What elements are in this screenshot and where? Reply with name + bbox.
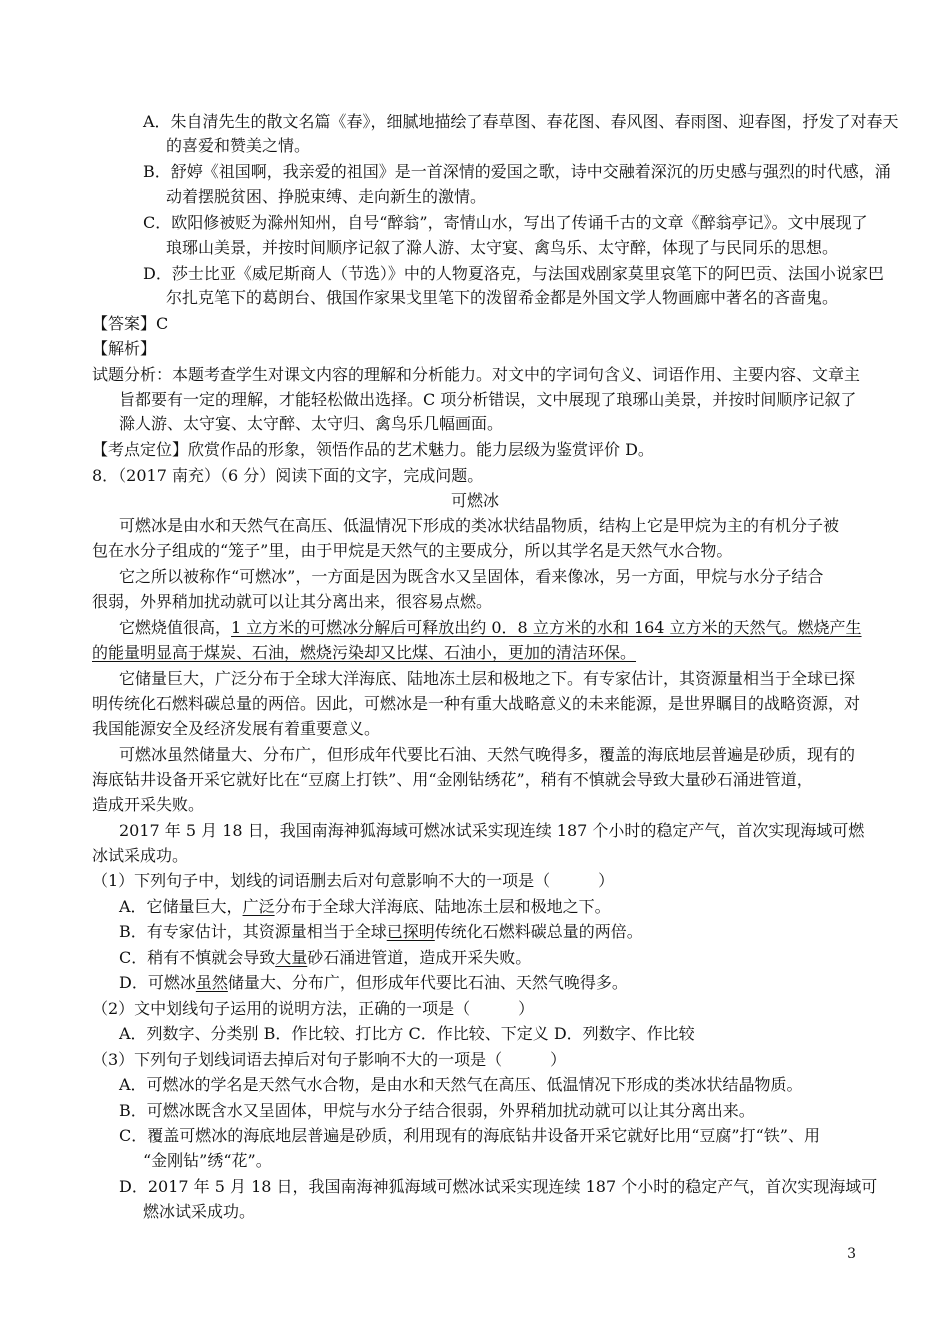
question-8-intro: 8．（2017 南充）（6 分）阅读下面的文字，完成问题。 [92,466,484,485]
article-p3-lead: 它燃烧值很高， [119,618,232,637]
q1-stem: （1）下列句子中，划线的词语删去后对句意影响不大的一项是（ ） [92,871,615,890]
option-d-line2: 尔扎克笔下的葛朗台、俄国作家果戈里笔下的泼留希金都是外国文学人物画廊中著名的吝啬鬼。 [166,288,839,307]
option-c-line1: C．欧阳修被贬为滁州知州，自号“醉翁”，寄情山水，写出了传诵千古的文章《醉翁亭记》。文中展现了 [143,213,868,232]
kaodian-line: 【考点定位】欣赏作品的形象，领悟作品的艺术魅力。能力层级为鉴赏评价 D。 [92,440,654,459]
analysis-heading: 【解析】 [92,339,157,358]
q3-option-b: B．可燃冰既含水又呈固体，甲烷与水分子结合很弱，外界稍加扰动就可以让其分离出来。 [119,1101,755,1120]
option-b-line2: 动着摆脱贫困、挣脱束缚、走向新生的激情。 [166,187,487,206]
q1-a-underlined: 广泛 [242,897,275,916]
q1-b-pre: B．有专家估计，其资源量相当于全球 [119,922,387,941]
analysis-line1: 试题分析：本题考查学生对课文内容的理解和分析能力。对文中的字词句含义、词语作用、主要内容、文章主 [92,365,861,384]
article-p4-line3: 我国能源安全及经济发展有着重要意义。 [92,719,381,738]
q3-option-d-line1: D．2017 年 5 月 18 日，我国南海神狐海域可燃冰试采实现连续 187 个小时的稳定产气，首次实现海域可 [119,1177,878,1196]
underlined-sentence-part1: 1 立方米的可燃冰分解后可释放出约 0．8 立方米的水和 164 立方米的天然气。燃烧产生 [231,618,862,637]
article-p2-line2: 很弱，外界稍加扰动就可以让其分离出来，很容易点燃。 [92,592,493,611]
q1-d-post: 储量大、分布广，但形成年代要比石油、天然气晚得多。 [227,973,628,992]
q1-c-underlined: 大量 [275,948,308,967]
q3-stem: （3）下列句子划线词语去掉后对句子影响不大的一项是（ ） [92,1050,567,1069]
q3-option-c-line2: “金刚钻”绣“花”。 [143,1151,272,1170]
page-number: 3 [847,1246,856,1262]
option-d-line1: D．莎士比亚《威尼斯商人（节选）》中的人物夏洛克，与法国戏剧家莫里哀笔下的阿巴贡、法国小说家巴 [143,264,884,283]
q1-a-pre: A．它储量巨大， [119,897,243,916]
article-p4-line2: 明传统化石燃料碳总量的两倍。因此，可燃冰是一种有重大战略意义的未来能源，是世界瞩目的战略资源，对 [92,694,861,713]
q2-stem: （2）文中划线句子运用的说明方法，正确的一项是（ ） [92,999,535,1018]
option-c-line2: 琅琊山美景，并按时间顺序记叙了滁人游、太守宴、禽鸟乐、太守醉，体现了与民同乐的思想。 [166,238,839,257]
analysis-line2: 旨都要有一定的理解，才能轻松做出选择。C 项分析错误，文中展现了琅琊山美景，并按时间顺序记叙了 [119,390,857,409]
q1-d-underlined: 虽然 [195,973,228,992]
option-a-line1: A．朱自清先生的散文名篇《春》，细腻地描绘了春草图、春花图、春风图、春雨图、迎春图，抒发了对春天 [143,112,899,131]
article-p4-line1: 它储量巨大，广泛分布于全球大洋海底、陆地冻土层和极地之下。有专家估计，其资源量相当于全球已探 [119,669,856,688]
article-title: 可燃冰 [450,491,499,510]
q1-b-underlined: 已探明 [386,922,435,941]
q1-c-pre: C．稍有不慎就会导致 [119,948,276,967]
q1-c-post: 砂石涌进管道，造成开采失败。 [307,948,532,967]
q3-option-c-line1: C．覆盖可燃冰的海底地层普遍是砂质，利用现有的海底钻井设备开采它就好比用“豆腐”打“铁”、用 [119,1126,820,1145]
option-b-line1: B．舒婷《祖国啊，我亲爱的祖国》是一首深情的爱国之歌，诗中交融着深沉的历史感与强烈的时代感，涌 [143,162,891,181]
article-p5-line1: 可燃冰虽然储量大、分布广，但形成年代要比石油、天然气晚得多，覆盖的海底地层普遍是砂质，现有的 [119,745,856,764]
article-p6-line2: 冰试采成功。 [92,846,189,865]
q1-d-pre: D．可燃冰 [119,973,196,992]
article-p2-line1: 它之所以被称作“可燃冰”，一方面是因为既含水又呈固体，看来像冰，另一方面，甲烷与水分子结合 [119,567,824,586]
q1-a-post: 分布于全球大洋海底、陆地冻土层和极地之下。 [274,897,611,916]
q1-b-post: 传统化石燃料碳总量的两倍。 [434,922,643,941]
q1-option-d [119,971,628,995]
article-p3-line1 [119,616,862,640]
article-p1-line1: 可燃冰是由水和天然气在高压、低温情况下形成的类冰状结晶物质，结构上它是甲烷为主的有机分子被 [119,516,840,535]
article-p6-line1: 2017 年 5 月 18 日，我国南海神狐海域可燃冰试采实现连续 187 个小时的稳定产气，首次实现海域可燃 [119,821,865,840]
q1-option-b [119,920,643,944]
q3-option-d-line2: 燃冰试采成功。 [143,1202,256,1221]
option-a-line2: 的喜爱和赞美之情。 [166,136,311,155]
article-p5-line2: 海底钻井设备开采它就好比在“豆腐上打铁”、用“金刚钻绣花”，稍有不慎就会导致大量砂石涌进管道， [92,770,813,789]
q1-option-a [119,895,611,919]
article-p3-line2 [92,641,636,665]
underlined-sentence-part2: 的能量明显高于煤炭、石油，燃烧污染却又比煤、石油小，更加的清洁环保。 [92,643,637,662]
answer-label: 【答案】C [92,314,169,333]
article-p5-line3: 造成开采失败。 [92,795,205,814]
q2-options: A．列数字、分类别 B．作比较、打比方 C．作比较、下定义 D．列数字、作比较 [119,1024,695,1043]
article-p1-line2: 包在水分子组成的“笼子”里，由于甲烷是天然气的主要成分，所以其学名是天然气水合物。 [92,541,733,560]
q3-option-a: A．可燃冰的学名是天然气水合物，是由水和天然气在高压、低温情况下形成的类冰状结晶物质。 [119,1075,803,1094]
analysis-line3: 滁人游、太守宴、太守醉、太守归、禽鸟乐几幅画面。 [119,414,504,433]
q1-option-c [119,946,531,970]
